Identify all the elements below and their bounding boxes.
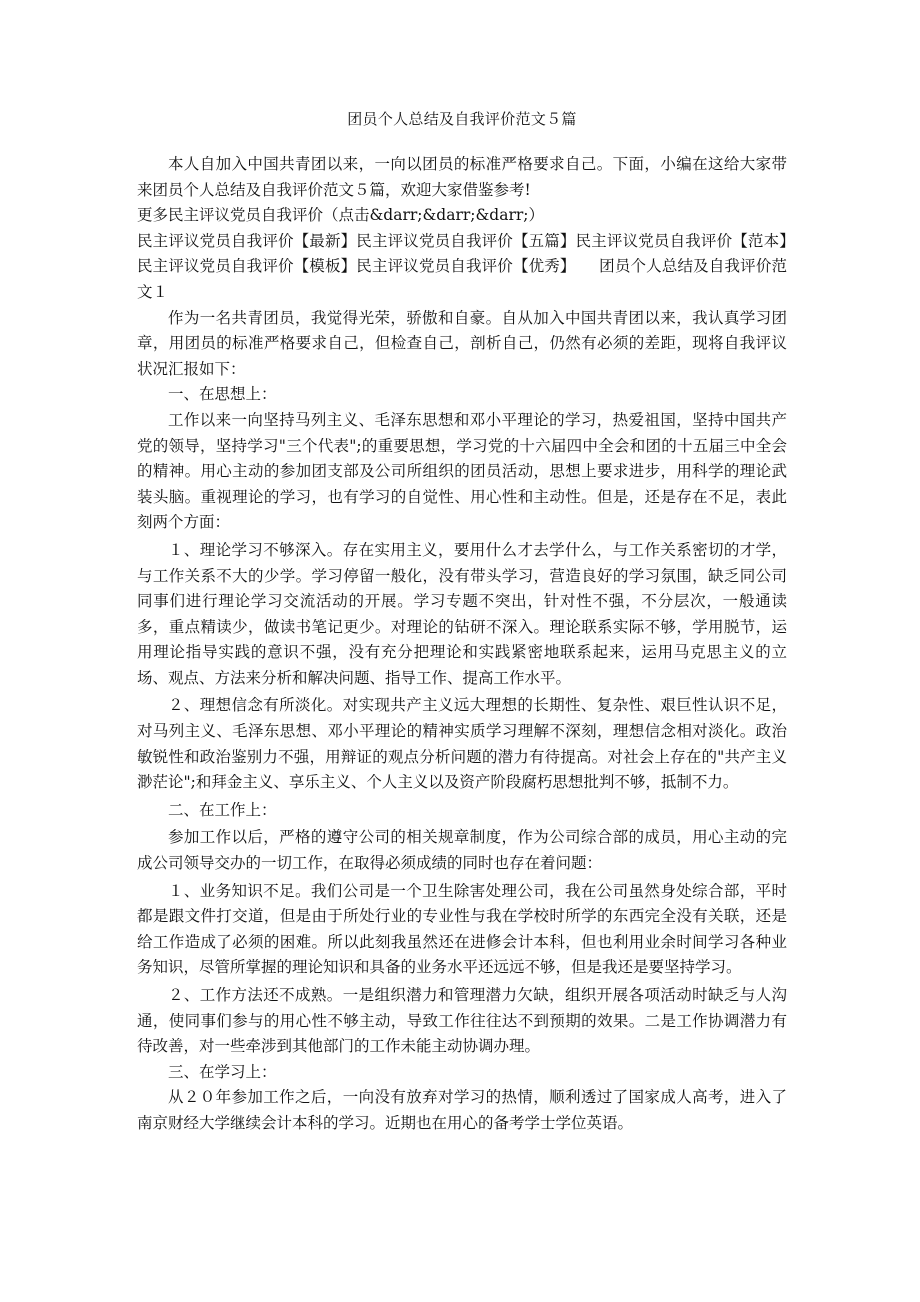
section-heading-thought: 一、在思想上： <box>168 385 277 404</box>
paragraph-work-item-1: １、业务知识不足。我们公司是一个卫生除害处理公司，我在公司虽然身处综合部，平时都是跟文件打交道，但是由于所处行业的专业性与我在学校时所学的东西完全没有关联，还是给工作造成了必须的困难。所以此刻我虽然还在进修会计本科，但也利用业余时间学习各种业务知识，尽管所掌握的理论知识和具备的业务水平还远远不够，但是我还是要坚持学习。 <box>137 881 787 977</box>
paragraph-thought-item-1: １、理论学习不够深入。存在实用主义，要用什么才去学什么，与工作关系密切的才学，与工作关系不大的少学。学习停留一般化，没有带头学习，营造良好的学习氛围，缺乏同公司同事们进行理论学习交流活动的开展。学习专题不突出，针对性不强，不分层次，一般通读多，重点精读少，做读书笔记更少。对理论的钻研不深入。理论联系实际不够，学用脱节，运用理论指导实践的意识不强，没有充分把理论和实践紧密地联系起来，运用马克思主义的立场、观点、方法来分析和解决问题、指导工作、提高工作水平。 <box>137 540 787 687</box>
paragraph-thought: 工作以来一向坚持马列主义、毛泽东思想和邓小平理论的学习，热爱祖国，坚持中国共产党的领导，坚持学习"三个代表";的重要思想，学习党的十六届四中全会和团的十五届三中全会的精神。用心主动的参加团支部及公司所组织的团员活动，思想上要求进步，用科学的理论武装头脑。重视理论的学习，也有学习的自觉性、用心性和主动性。但是，还是存在不足，表此刻两个方面： <box>137 410 787 532</box>
paragraph-opening: 作为一名共青团员，我觉得光荣，骄傲和自豪。自从加入中国共青团以来，我认真学习团章，用团员的标准严格要求自己，但检查自己，剖析自己，仍然有必须的差距，现将自我评议状况汇报如下： <box>137 308 787 378</box>
paragraph-related-links: 民主评议党员自我评价【最新】民主评议党员自我评价【五篇】民主评议党员自我评价【范本】民主评议党员自我评价【模板】民主评议党员自我评价【优秀】 团员个人总结及自我评价范文１ <box>137 231 787 301</box>
paragraph-thought-item-2: ２、理想信念有所淡化。对实现共产主义远大理想的长期性、复杂性、艰巨性认识不足，对马列主义、毛泽东思想、邓小平理论的精神实质学习理解不深刻，理想信念相对淡化。政治敏锐性和政治鉴别力不强，用辩证的观点分析问题的潜力有待提高。对社会上存在的"共产主义渺茫论";和拜金主义、享乐主义、个人主义以及资产阶段腐朽思想批判不够，抵制不力。 <box>137 696 787 792</box>
paragraph-work: 参加工作以后，严格的遵守公司的相关规章制度，作为公司综合部的成员，用心主动的完成公司领导交办的一切工作，在取得必须成绩的同时也存在着问题： <box>137 828 787 873</box>
paragraph-study: 从２０年参加工作之后，一向没有放弃对学习的热情，顺利透过了国家成人高考，进入了南京财经大学继续会计本科的学习。近期也在用心的备考学士学位英语。 <box>137 1088 787 1132</box>
section-heading-study: 三、在学习上： <box>168 1062 277 1081</box>
paragraph-more-link: 更多民主评议党员自我评价（点击&darr;&darr;&darr;） <box>137 206 545 225</box>
document-title: 团员个人总结及自我评价范文５篇 <box>347 110 577 128</box>
document-page <box>137 108 787 1137</box>
paragraph-intro: 本人自加入中国共青团以来，一向以团员的标准严格要求自己。下面，小编在这给大家带来团员个人总结及自我评价范文５篇，欢迎大家借鉴参考! <box>137 155 787 199</box>
paragraph-work-item-2: ２、工作方法还不成熟。一是组织潜力和管理潜力欠缺，组织开展各项活动时缺乏与人沟通，使同事们参与的用心性不够主动，导致工作往往达不到预期的效果。二是工作协调潜力有待改善，对一些牵涉到其他部门的工作未能主动协调办理。 <box>137 986 787 1056</box>
section-heading-work: 二、在工作上： <box>168 800 277 819</box>
